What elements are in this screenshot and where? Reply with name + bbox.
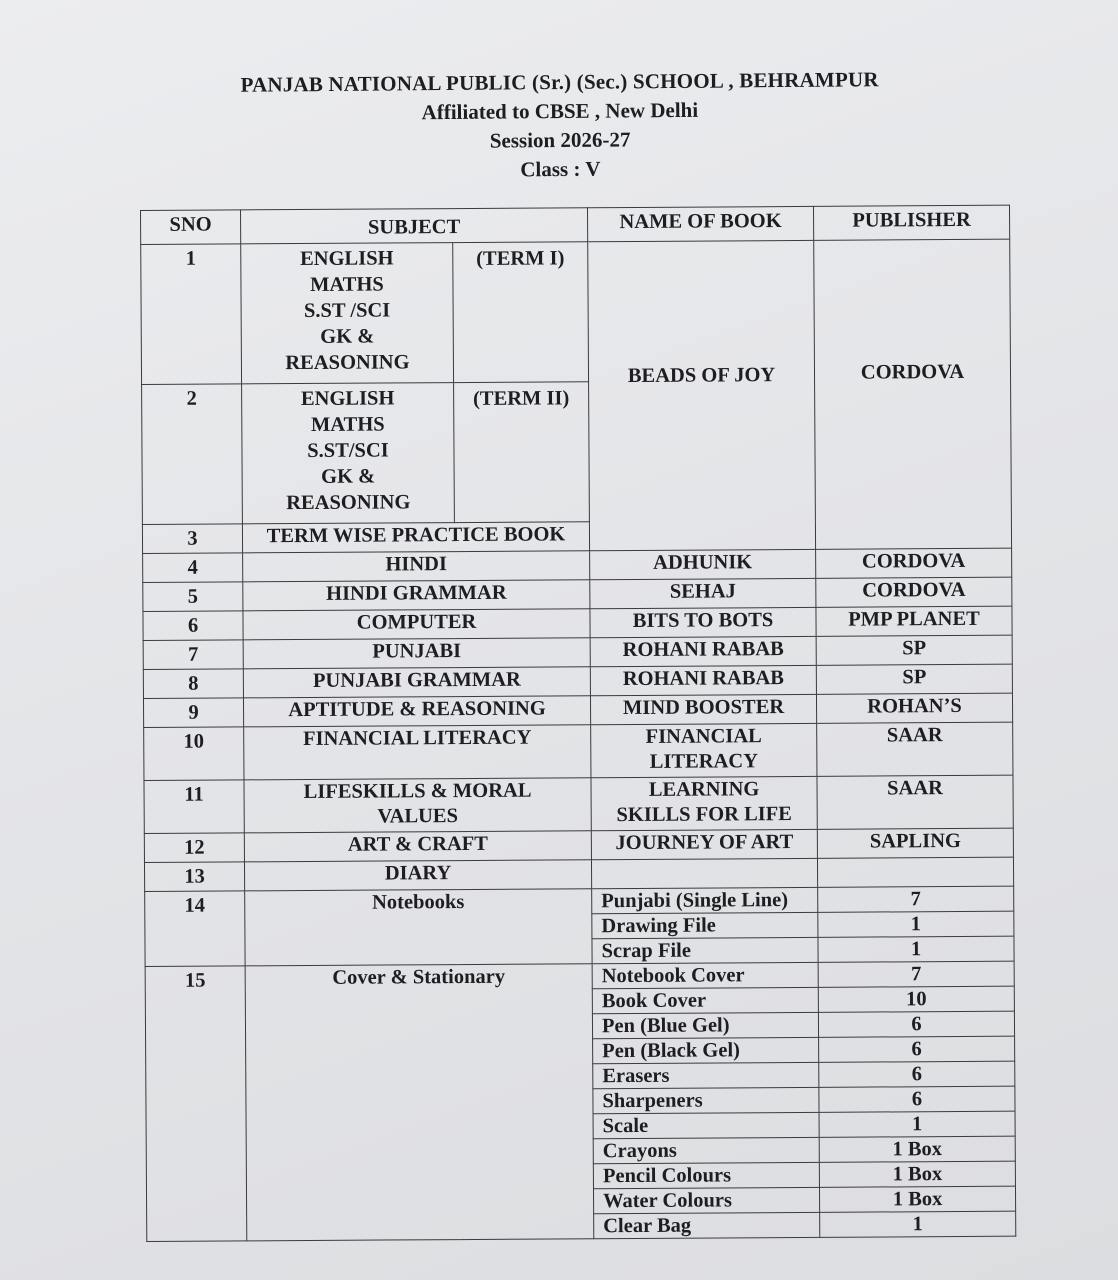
item-qty: 1 xyxy=(819,1111,1015,1137)
subject-item: ENGLISH xyxy=(300,387,395,411)
item-qty: 1 xyxy=(818,911,1014,937)
book-cell xyxy=(591,858,817,888)
subject-cell: COMPUTER xyxy=(243,609,590,640)
book-cell xyxy=(591,723,817,777)
subject-item: REASONING xyxy=(286,491,411,515)
book-cell-merged: BEADS OF JOY xyxy=(588,240,816,550)
subject-line: LIFESKILLS & MORAL xyxy=(303,779,532,804)
table-row xyxy=(144,722,1013,780)
booklist-table xyxy=(140,205,1016,1242)
item-name: Pencil Colours xyxy=(593,1162,819,1188)
sno-cell: 6 xyxy=(143,611,243,641)
subject-cell: FINANCIAL LITERACY xyxy=(244,725,591,780)
sno-cell: 4 xyxy=(143,553,243,583)
item-qty: 6 xyxy=(819,1061,1015,1087)
subject-item: S.ST/SCI xyxy=(307,439,389,462)
sno-cell: 7 xyxy=(143,640,243,670)
publisher-cell-merged: CORDOVA xyxy=(814,239,1012,549)
book-cell xyxy=(591,776,817,830)
item-qty: 7 xyxy=(818,886,1014,912)
col-header-book: NAME OF BOOK xyxy=(587,206,813,241)
col-header-sno: SNO xyxy=(141,210,241,245)
subject-list-cell xyxy=(242,383,455,524)
table-header-row xyxy=(141,205,1010,244)
item-name: Pen (Blue Gel) xyxy=(592,1012,818,1038)
item-name: Clear Bag xyxy=(594,1212,820,1238)
subject-cell: ART & CRAFT xyxy=(244,831,591,862)
subject-cell xyxy=(244,778,591,833)
col-header-subject: SUBJECT xyxy=(241,208,588,244)
subject-item: S.ST /SCI xyxy=(303,299,391,322)
table-row xyxy=(141,239,1011,384)
session-line: Session 2026-27 xyxy=(489,127,631,153)
item-name: Crayons xyxy=(593,1137,819,1163)
affiliation-line: Affiliated to CBSE , New Delhi xyxy=(421,97,699,125)
subject-list-cell xyxy=(241,243,454,384)
publisher-cell xyxy=(817,857,1013,887)
sno-cell: 10 xyxy=(144,727,244,781)
book-line: SKILLS FOR LIFE xyxy=(616,803,792,827)
item-qty: 1 xyxy=(820,1211,1016,1237)
sno-cell: 5 xyxy=(143,582,243,612)
subject-cell: APTITUDE & REASONING xyxy=(243,696,590,727)
sno-cell: 8 xyxy=(143,669,243,699)
subject-item: GK & xyxy=(320,325,375,348)
sno-cell: 1 xyxy=(141,244,242,385)
item-name: Book Cover xyxy=(592,987,818,1013)
subject-cell: HINDI GRAMMAR xyxy=(243,580,590,611)
book-cell: JOURNEY OF ART xyxy=(591,829,817,859)
sno-cell: 11 xyxy=(144,780,244,834)
col-header-publisher: PUBLISHER xyxy=(813,205,1009,240)
item-name: Scale xyxy=(593,1112,819,1138)
sno-cell: 9 xyxy=(143,698,243,728)
sno-cell: 14 xyxy=(145,891,245,967)
document-header xyxy=(160,65,961,188)
publisher-cell: SAAR xyxy=(817,775,1013,829)
item-qty: 1 Box xyxy=(819,1186,1015,1212)
book-cell: ROHANI RABAB xyxy=(590,665,816,695)
publisher-cell: ROHAN’S xyxy=(816,693,1012,723)
book-cell: MIND BOOSTER xyxy=(590,694,816,724)
item-name: Erasers xyxy=(593,1062,819,1088)
subject-item: MATHS xyxy=(310,413,385,436)
subject-item: ENGLISH xyxy=(300,247,394,271)
item-name: Water Colours xyxy=(593,1187,819,1213)
book-cell: SEHAJ xyxy=(590,578,816,608)
book-cell: BITS TO BOTS xyxy=(590,607,816,637)
publisher-cell: SP xyxy=(816,664,1012,694)
subject-cell: TERM WISE PRACTICE BOOK xyxy=(242,522,589,553)
item-name: Scrap File xyxy=(592,937,818,963)
subject-cell: DIARY xyxy=(244,860,591,891)
sno-cell: 13 xyxy=(144,862,244,892)
subject-item: REASONING xyxy=(285,351,410,375)
item-name: Punjabi (Single Line) xyxy=(592,887,818,913)
item-qty: 6 xyxy=(818,1011,1014,1037)
subject-line: VALUES xyxy=(377,805,459,828)
subject-item: MATHS xyxy=(310,273,384,296)
publisher-cell: SP xyxy=(816,635,1012,665)
book-line: LITERACY xyxy=(649,750,759,773)
item-qty: 1 Box xyxy=(819,1161,1015,1187)
class-line: Class : V xyxy=(520,156,601,182)
item-name: Pen (Black Gel) xyxy=(593,1037,819,1063)
publisher-cell: CORDOVA xyxy=(816,548,1012,578)
sno-cell: 12 xyxy=(144,833,244,863)
book-line: LEARNING xyxy=(648,778,760,801)
subject-cell: PUNJABI GRAMMAR xyxy=(243,667,590,698)
item-name: Drawing File xyxy=(592,912,818,938)
item-qty: 6 xyxy=(819,1086,1015,1112)
subject-cell: HINDI xyxy=(243,551,590,582)
publisher-cell: SAAR xyxy=(817,722,1013,776)
subject-cell: Notebooks xyxy=(245,889,592,966)
subject-cell: PUNJABI xyxy=(243,638,590,669)
item-qty: 1 xyxy=(818,936,1014,962)
item-qty: 1 Box xyxy=(819,1136,1015,1162)
sno-cell: 2 xyxy=(142,384,243,525)
item-qty: 10 xyxy=(818,986,1014,1012)
term-label: (TERM I) xyxy=(453,242,589,383)
item-qty: 6 xyxy=(819,1036,1015,1062)
item-name: Sharpeners xyxy=(593,1087,819,1113)
publisher-cell: PMP PLANET xyxy=(816,606,1012,636)
subject-cell: Cover & Stationary xyxy=(245,964,594,1241)
table-row xyxy=(144,775,1013,833)
publisher-cell: SAPLING xyxy=(817,828,1013,858)
book-line: FINANCIAL xyxy=(645,725,762,748)
term-label: (TERM II) xyxy=(454,382,590,523)
item-name: Notebook Cover xyxy=(592,962,818,988)
item-qty: 7 xyxy=(818,961,1014,987)
booklist-table-wrapper xyxy=(140,205,1016,1242)
subject-item: GK & xyxy=(321,465,376,488)
book-cell: ADHUNIK xyxy=(590,549,816,579)
book-cell: ROHANI RABAB xyxy=(590,636,816,666)
publisher-cell: CORDOVA xyxy=(816,577,1012,607)
sno-cell: 15 xyxy=(145,966,247,1242)
school-name: PANJAB NATIONAL PUBLIC (Sr.) (Sec.) SCHOOL , BEHRAMPUR xyxy=(240,67,879,97)
sno-cell: 3 xyxy=(142,524,242,554)
